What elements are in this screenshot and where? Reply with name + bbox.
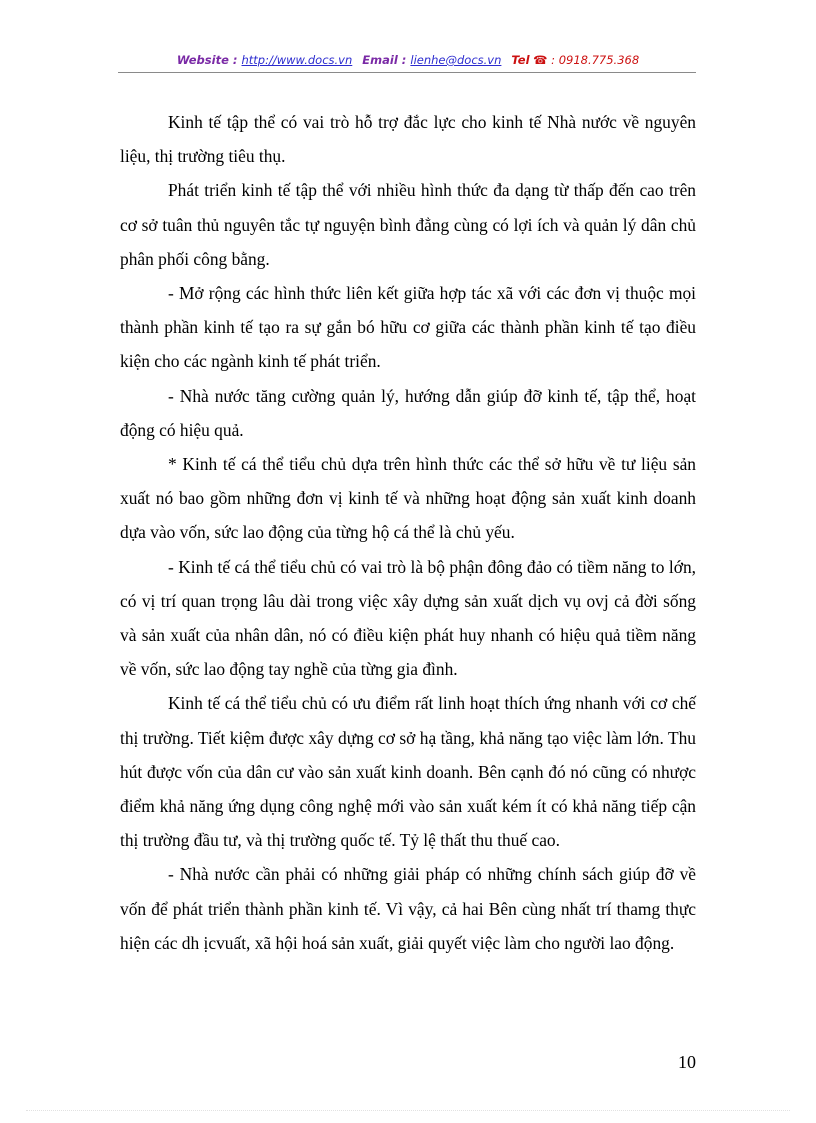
paragraph: Phát triển kinh tế tập thể với nhiều hình thức đa dạng từ thấp đến cao trên cơ sở tuân thủ nguyên tắc tự nguyện bình đẳng cùng có lợi ích và quản lý dân chủ phân phối công bằng. <box>120 180 696 269</box>
page-header: Website : http://www.docs.vn Email : lienhe@docs.vn Tel ☎ : 0918.775.368 <box>176 53 640 67</box>
header-divider <box>118 72 696 73</box>
paragraph: Kinh tế cá thể tiểu chủ có ưu điểm rất linh hoạt thích ứng nhanh với cơ chế thị trường. Tiết kiệm được xây dựng cơ sở hạ tầng, khả năng tạo việc làm lớn. Thu hút được vốn của dân cư vào sản xuất kinh doanh. Bên cạnh đó nó cũng có nhược điểm khả năng ứng dụng công nghệ mới vào sản xuất kém ít có khả năng tiếp cận thị trường đầu tư, và thị trường quốc tế. Tỷ lệ thất thu thuế cao. <box>120 693 696 851</box>
website-link[interactable]: http://www.docs.vn <box>241 53 353 67</box>
tel-label: Tel <box>511 53 530 67</box>
email-label: Email <box>362 53 398 67</box>
paragraph: - Nhà nước cần phải có những giải pháp có những chính sách giúp đỡ về vốn để phát triển thành phần kinh tế. Vì vậy, cả hai Bên cùng nhất trí thamg thực hiện các dh ịcvuất, xã hội hoá sản xuất, giải quyết việc làm cho người lao động. <box>120 864 696 953</box>
paragraph: - Kinh tế cá thể tiểu chủ có vai trò là bộ phận đông đảo có tiềm năng to lớn, có vị trí quan trọng lâu dài trong việc xây dựng sản xuất dịch vụ ovj cả đời sống và sản xuất của nhân dân, nó có điều kiện phát huy nhanh có hiệu quả tiềm năng về vốn, sức lao động tay nghề của từng gia đình. <box>120 556 696 680</box>
paragraph: - Mở rộng các hình thức liên kết giữa hợp tác xã với các đơn vị thuộc mọi thành phần kinh tế tạo ra sự gắn bó hữu cơ giữa các thành phần kinh tế tạo điều kiện cho các ngành kinh tế phát triển. <box>120 283 696 372</box>
email-link[interactable]: lienhe@docs.vn <box>410 53 502 67</box>
footer-divider <box>26 1110 790 1111</box>
website-label: Website <box>176 53 229 67</box>
paragraph: Kinh tế tập thể có vai trò hỗ trợ đắc lực cho kinh tế Nhà nước về nguyên liệu, thị trường tiêu thụ. <box>120 112 696 167</box>
document-body <box>120 105 696 960</box>
phone-icon: ☎ <box>533 53 548 67</box>
page-number: 10 <box>678 1052 696 1072</box>
paragraph: - Nhà nước tăng cường quản lý, hướng dẫn giúp đỡ kinh tế, tập thể, hoạt động có hiệu quả. <box>120 385 696 440</box>
paragraph: * Kinh tế cá thể tiểu chủ dựa trên hình thức các thể sở hữu về tư liệu sản xuất nó bao gồm những đơn vị kinh tế và những hoạt động sản xuất kinh doanh dựa vào vốn, sức lao động của từng hộ cá thể là chủ yếu. <box>120 454 696 543</box>
tel-value: 0918.775.368 <box>558 53 640 67</box>
